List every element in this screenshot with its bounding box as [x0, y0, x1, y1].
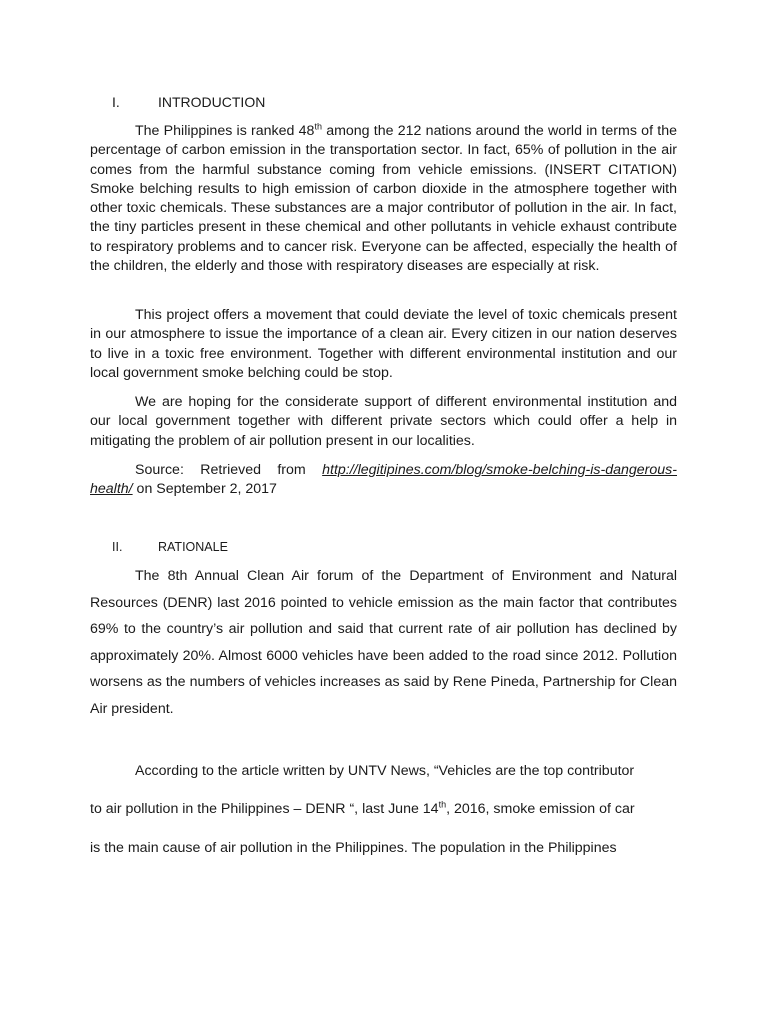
intro-paragraph-3: We are hoping for the considerate support of different environmental institution and our local government together with different private sectors which could offer a help in mitigating the problem of air pollution present in our localities. [90, 394, 677, 449]
source-link[interactable]: http://legitipines.com/blog/smoke-belching-is-dangerous-health/ [90, 462, 677, 498]
section-heading-rationale [112, 538, 228, 556]
section-number: II. [112, 540, 123, 554]
section-number: I. [112, 94, 120, 110]
intro-paragraph-1: The Philippines is ranked 48th among the 212 nations around the world in terms of the percentage of carbon emission in the transportation sector. In fact, 65% of pollution in the air comes from the harmful substance coming from vehicle emissions. (INSERT CITATION) Smoke belching results to high emission of carbon dioxide in the atmosphere together with other toxic chemicals. These substances are a major contributor of pollution in the air. In fact, the tiny particles present in these chemical and other pollutants in vehicle exhaust contribute to respiratory problems and to cancer risk. Everyone can be affected, especially the health of the children, the elderly and those with respiratory diseases are especially at risk. [90, 121, 677, 275]
rationale-paragraph-2-line-1: According to the article written by UNTV News, “Vehicles are the top contributor [135, 763, 635, 779]
rationale-paragraph-1: The 8th Annual Clean Air forum of the Department of Environment and Natural Resources (DENR) last 2016 pointed to vehicle emission as the main factor that contributes 69% to the country’s air pollution and said that current rate of air pollution has declined by approximately 20%. Almost 6000 vehicles have been added to the road since 2012. Pollution worsens as the numbers of vehicles increases as said by Rene Pineda, Partnership for Clean Air president. [90, 568, 677, 717]
rationale-paragraph-2-line-3: is the main cause of air pollution in the Philippines. The population in the Philippines [90, 840, 617, 856]
section-title: RATIONALE [158, 540, 228, 554]
rationale-paragraph-2-line-2: to air pollution in the Philippines – DENR “, last June 14th, 2016, smoke emission of car [90, 799, 635, 817]
section-heading-introduction [112, 93, 265, 111]
section-title: INTRODUCTION [158, 94, 266, 110]
source-citation: Source: Retrieved from http://legitipines.com/blog/smoke-belching-is-dangerous-health/ on September 2, 2017 [90, 462, 677, 498]
intro-paragraph-2: This project offers a movement that could deviate the level of toxic chemicals present in our atmosphere to issue the importance of a clean air. Every citizen in our nation deserves to live in a toxic free environment. Together with different environmental institution and our local government smoke belching could be stop. [90, 307, 677, 381]
